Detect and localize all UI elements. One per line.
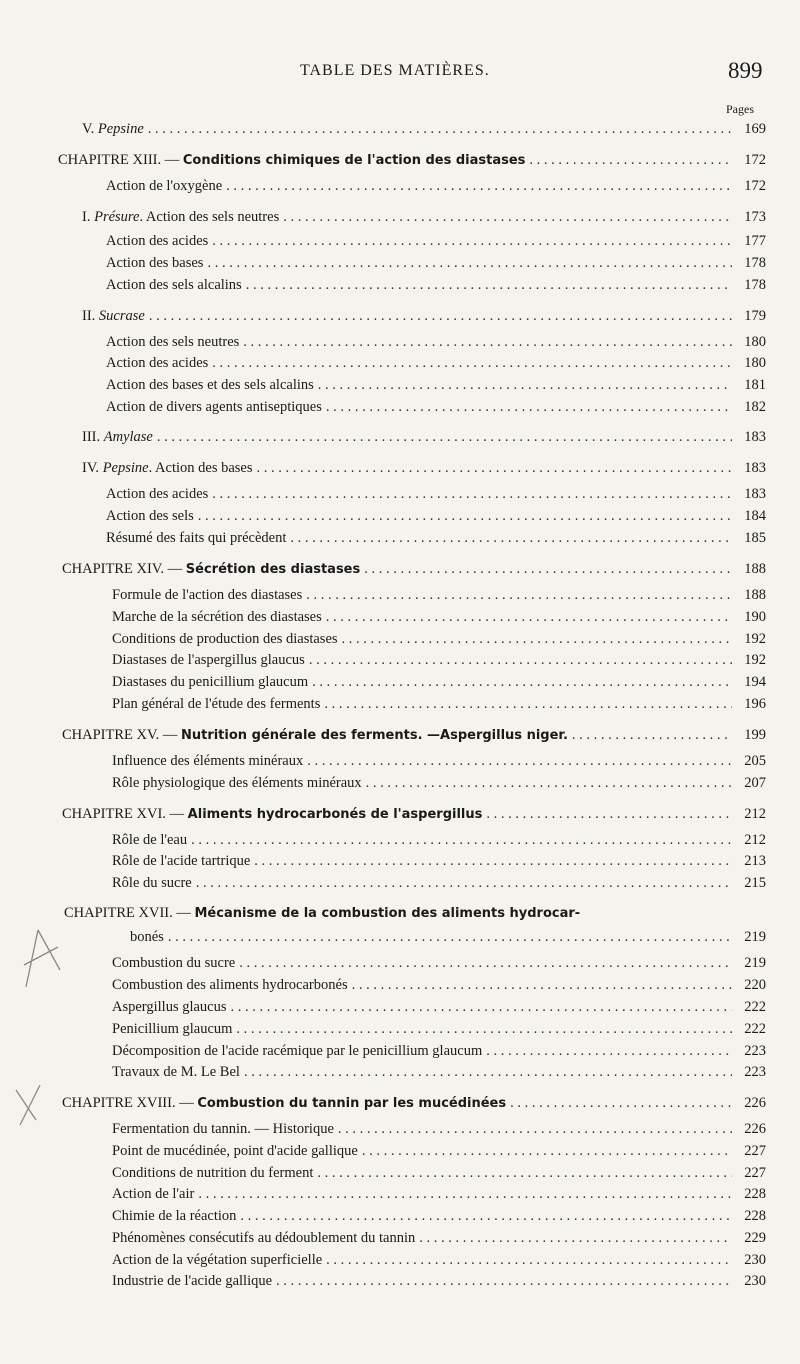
dot-leader (198, 1186, 732, 1203)
toc-entry-title: Aliments hydrocarbonés de l'aspergillus (187, 807, 483, 822)
toc-entry-page: 228 (744, 1186, 766, 1202)
toc-entry (106, 334, 766, 354)
toc-entry-label (112, 1021, 232, 1038)
toc-entry (106, 178, 766, 198)
dot-leader (572, 727, 732, 744)
toc-entry-label (112, 696, 320, 713)
dot-leader (283, 209, 732, 226)
dot-leader (149, 308, 732, 325)
toc-entry-label (112, 652, 305, 669)
toc-entry-label (62, 727, 568, 744)
dot-leader (306, 587, 732, 604)
toc-entry-label (112, 775, 362, 792)
toc-entry-title: Point de mucédinée, point d'acide gallique (112, 1143, 358, 1159)
toc-entry-label (112, 1208, 236, 1225)
toc-entry-label (62, 561, 360, 578)
toc-entry-page: 222 (744, 1021, 766, 1037)
toc-entry (62, 1095, 766, 1115)
toc-entry-page: 223 (744, 1064, 766, 1080)
toc-entry (106, 277, 766, 297)
dot-leader (290, 530, 732, 547)
toc-entry (106, 233, 766, 253)
dot-leader (307, 753, 732, 770)
toc-entry-page: 196 (744, 696, 766, 712)
toc-entry-title: Chimie de la réaction (112, 1208, 237, 1224)
dot-leader (240, 1208, 732, 1225)
dot-leader (246, 277, 732, 294)
toc-entry-label (112, 1230, 415, 1247)
toc-entry-title: Action de l'air (112, 1186, 195, 1202)
toc-entry-title: Action des sels neutres (106, 334, 240, 350)
toc-entry (82, 460, 766, 480)
toc-entry-title: Diastases de l'aspergillus glaucus (112, 652, 305, 668)
dot-leader (226, 178, 732, 195)
toc-entry-page: 173 (744, 209, 766, 225)
toc-entry-title: Action de la végétation superficielle (112, 1252, 323, 1268)
dot-leader (148, 121, 732, 138)
dot-leader (324, 696, 732, 713)
toc-entry-title: Pepsine (102, 460, 149, 476)
toc-entry-title: Nutrition générale des ferments. —Aspergillus niger. (180, 728, 568, 743)
toc-entry-page: 207 (744, 775, 766, 791)
toc-entry-label (112, 609, 322, 626)
toc-entry-page: 229 (744, 1230, 766, 1246)
toc-entry-title: Combustion du tannin par les mucédinées (197, 1096, 507, 1111)
toc-entry-title: Marche de la sécrétion des diastases (112, 609, 322, 625)
toc-entry-page: 226 (744, 1095, 766, 1111)
dot-leader (326, 399, 732, 416)
toc-entry-page: 172 (744, 178, 766, 194)
dot-leader (510, 1095, 732, 1112)
toc-entry (112, 652, 766, 672)
toc-entry (112, 631, 766, 651)
toc-entry (112, 674, 766, 694)
toc-entry-page: 219 (744, 929, 766, 945)
toc-entry (112, 1208, 766, 1228)
toc-entry-page: 192 (744, 631, 766, 647)
toc-entry-page: 230 (744, 1252, 766, 1268)
toc-entry-title: Action de divers agents antiseptiques (106, 399, 322, 415)
toc-entry-prefix: CHAPITRE XVI. — (62, 806, 188, 822)
toc-entry-page: 185 (744, 530, 766, 546)
toc-entry (106, 530, 766, 550)
toc-entry-label (106, 508, 194, 525)
dot-leader (342, 631, 732, 648)
dot-leader (366, 775, 732, 792)
toc-entry (62, 561, 766, 581)
toc-entry-page: 227 (744, 1165, 766, 1181)
toc-entry-label (112, 1043, 482, 1060)
toc-entry-label (82, 429, 153, 446)
toc-entry-page: 178 (744, 255, 766, 271)
toc-entry-title: Phénomènes consécutifs au dédoublement du tannin (112, 1230, 416, 1246)
toc-entry (112, 1064, 766, 1084)
dot-leader (318, 377, 732, 394)
dot-leader (198, 508, 732, 525)
page-number: 899 (728, 58, 763, 83)
toc-entry-page: 188 (744, 561, 766, 577)
toc-entry-title: Action des sels alcalins (106, 277, 242, 293)
toc-entry-prefix: CHAPITRE XIV. — (62, 561, 186, 577)
toc-entry-page: 172 (744, 152, 766, 168)
toc-entry-page: 226 (744, 1121, 766, 1137)
toc-entry (112, 832, 766, 852)
toc-entry (106, 377, 766, 397)
dot-leader (312, 674, 732, 691)
toc-entry-page: 177 (744, 233, 766, 249)
dot-leader (529, 152, 732, 169)
toc-entry-label (112, 875, 192, 892)
toc-entry (112, 1021, 766, 1041)
page-header (0, 58, 800, 88)
dot-leader (212, 355, 732, 372)
dot-leader (239, 955, 732, 972)
toc-entry-title: Conditions de nutrition du ferment (112, 1165, 314, 1181)
toc-entry-label (112, 853, 250, 870)
toc-entry-title: Décomposition de l'acide racémique par le penicillium glaucum (112, 1043, 483, 1059)
toc-entry (106, 486, 766, 506)
toc-entry-title: Action de l'oxygène (106, 178, 223, 194)
dot-leader (326, 1252, 732, 1269)
toc-entry (82, 308, 766, 328)
toc-entry-label (112, 1121, 334, 1138)
toc-entry-label (112, 631, 338, 648)
toc-entry (112, 875, 766, 895)
toc-entry-title: Penicillium glaucum (112, 1021, 233, 1037)
dot-leader (254, 853, 732, 870)
dot-leader (338, 1121, 732, 1138)
toc-entry-label (112, 955, 235, 972)
toc-entry-label (112, 832, 187, 849)
dot-leader (326, 609, 732, 626)
toc-entry-prefix: II. (82, 308, 99, 324)
toc-entry-prefix: CHAPITRE XVIII. — (62, 1095, 198, 1111)
toc-entry-title: Formule de l'action des diastases (112, 587, 303, 603)
toc-entry (82, 429, 766, 449)
toc-entry-page: 188 (744, 587, 766, 603)
toc-entry-title: Action des sels (106, 508, 194, 524)
dot-leader (168, 929, 732, 946)
chapter-xvii-title: Mécanisme de la combustion des aliments hydrocar- (194, 906, 581, 921)
toc-entry (82, 209, 766, 229)
dot-leader (257, 460, 733, 477)
dot-leader (244, 1064, 732, 1081)
toc-entry-prefix: CHAPITRE XIII. — (58, 152, 183, 168)
toc-entry-page: 178 (744, 277, 766, 293)
dot-leader (212, 486, 732, 503)
toc-entry-prefix: IV. (82, 460, 103, 476)
dot-leader (486, 1043, 732, 1060)
toc-entry-page: 223 (744, 1043, 766, 1059)
dot-leader (419, 1230, 732, 1247)
toc-entry-subtitle: . Action des sels neutres (139, 209, 280, 225)
dot-leader (157, 429, 732, 446)
toc-entry-page: 212 (744, 832, 766, 848)
toc-entry (112, 753, 766, 773)
toc-entry-title: Pepsine (97, 121, 144, 137)
dot-leader (276, 1273, 732, 1290)
toc-entry (130, 929, 766, 949)
toc-entry-label (106, 178, 222, 195)
toc-entry (112, 1230, 766, 1250)
toc-entry-title: Conditions chimiques de l'action des diastases (182, 153, 526, 168)
toc-entry-page: 205 (744, 753, 766, 769)
toc-entry (112, 977, 766, 997)
toc-entry (112, 999, 766, 1019)
toc-entry-label (106, 486, 208, 503)
toc-entry-page: 190 (744, 609, 766, 625)
toc-entry (106, 399, 766, 419)
dot-leader (231, 999, 732, 1016)
toc-entry-label (112, 753, 303, 770)
toc-entry-prefix: III. (82, 429, 104, 445)
dot-leader (236, 1021, 732, 1038)
chapter-xvii-prefix: CHAPITRE XVII. — (64, 905, 195, 921)
toc-entry-label (106, 399, 322, 416)
dot-leader (486, 806, 732, 823)
toc-entry-page: 212 (744, 806, 766, 822)
toc-entry (112, 587, 766, 607)
toc-entry (106, 355, 766, 375)
toc-entry-title: Action des acides (106, 355, 209, 371)
toc-entry-title: Amylase (103, 429, 153, 445)
dot-leader (352, 977, 732, 994)
toc-entry-title: Industrie de l'acide gallique (112, 1273, 273, 1289)
toc-entry-page: 183 (744, 460, 766, 476)
toc-entry-title: Sécrétion des diastases (185, 562, 361, 577)
toc-entry-title: Influence des éléments minéraux (112, 753, 304, 769)
toc-entry (112, 1273, 766, 1293)
toc-entry-title: Travaux de M. Le Bel (112, 1064, 240, 1080)
toc-entry-page: 213 (744, 853, 766, 869)
toc-entry-label (82, 308, 145, 325)
toc-entry-prefix: CHAPITRE XV. — (62, 727, 181, 743)
toc-entry (112, 1252, 766, 1272)
toc-entry-page: 179 (744, 308, 766, 324)
toc-entry-label (112, 1273, 272, 1290)
toc-entry (62, 727, 766, 747)
toc-entry (58, 152, 766, 172)
toc-entry-label (106, 377, 314, 394)
toc-entry-title: Action des acides (106, 233, 209, 249)
toc-entry-page: 220 (744, 977, 766, 993)
dot-leader (207, 255, 732, 272)
toc-entry-label (106, 233, 208, 250)
toc-entry-label (112, 1064, 240, 1081)
toc-entry (112, 853, 766, 873)
toc-entry (112, 775, 766, 795)
pages-column-label: Pages (726, 102, 754, 116)
dot-leader (317, 1165, 732, 1182)
toc-entry (112, 955, 766, 975)
toc-entry-page: 183 (744, 429, 766, 445)
toc-entry-label (106, 277, 242, 294)
pencil-mark-b (10, 1080, 50, 1130)
dot-leader (309, 652, 732, 669)
toc-entry-label (112, 674, 308, 691)
toc-entry (112, 1043, 766, 1063)
toc-entry-label (112, 1143, 358, 1160)
toc-entry-title: Combustion du sucre (112, 955, 236, 971)
toc-entry-page: 228 (744, 1208, 766, 1224)
toc-entry (112, 609, 766, 629)
toc-entry-page: 227 (744, 1143, 766, 1159)
toc-entry-label (82, 121, 144, 138)
toc-entry-title: Rôle de l'acide tartrique (112, 853, 251, 869)
toc-entry-title: Présure (94, 209, 140, 225)
toc-entry-title: Fermentation du tannin. — Historique (112, 1121, 334, 1137)
toc-entry-prefix: I. (82, 209, 95, 225)
running-title: TABLE DES MATIÈRES. (300, 62, 490, 79)
toc-entry-title: Aspergillus glaucus (112, 999, 227, 1015)
toc-entry-label (112, 1165, 313, 1182)
dot-leader (196, 875, 732, 892)
toc-entry-title: Action des bases (106, 255, 204, 271)
toc-entry (112, 1121, 766, 1141)
dot-leader (362, 1143, 732, 1160)
toc-entry-label (112, 1186, 194, 1203)
toc-entry-title: Rôle du sucre (112, 875, 192, 891)
dot-leader (243, 334, 732, 351)
toc-entry (106, 508, 766, 528)
toc-entry-label (112, 999, 227, 1016)
toc-entry-label (62, 806, 482, 823)
toc-entry-page: 169 (744, 121, 766, 137)
toc-entry-page: 180 (744, 334, 766, 350)
toc-entry-page: 184 (744, 508, 766, 524)
toc-entry-label (112, 587, 302, 604)
toc-entry-label (112, 1252, 322, 1269)
toc-entry-title: Résumé des faits qui précèdent (106, 530, 287, 546)
dot-leader (212, 233, 732, 250)
toc-entry-label (106, 530, 286, 547)
toc-entry-page: 183 (744, 486, 766, 502)
toc-entry (62, 806, 766, 826)
toc-entry-label (58, 152, 525, 169)
toc-entry-page: 181 (744, 377, 766, 393)
toc-entry-title: Action des acides (106, 486, 209, 502)
toc-entry-title: Diastases du penicillium glaucum (112, 674, 309, 690)
toc-entry-prefix: V. (82, 121, 98, 137)
toc-entry-page: 194 (744, 674, 766, 690)
chapter-xvii-first-line (64, 905, 580, 922)
toc-entry-page: 215 (744, 875, 766, 891)
toc-entry-title: Action des bases et des sels alcalins (106, 377, 314, 393)
toc-entry-label (106, 255, 203, 272)
toc-entry (112, 696, 766, 716)
toc-entry (112, 1165, 766, 1185)
toc-entry-label (62, 1095, 506, 1112)
toc-entry-page: 180 (744, 355, 766, 371)
toc-entry (112, 1186, 766, 1206)
toc-entry-label (106, 334, 239, 351)
toc-entry-page: 230 (744, 1273, 766, 1289)
toc-entry-page: 199 (744, 727, 766, 743)
toc-entry-title: Rôle physiologique des éléments minéraux (112, 775, 362, 791)
toc-entry-label (82, 209, 279, 226)
dot-leader (364, 561, 732, 578)
pencil-mark-a (18, 925, 68, 995)
toc-entry-label (106, 355, 208, 372)
toc-entry-label (112, 977, 348, 994)
toc-entry-title: Conditions de production des diastases (112, 631, 338, 647)
toc-entry-title: Plan général de l'étude des ferments (112, 696, 321, 712)
toc-entry-label (82, 460, 253, 477)
toc-entry (82, 121, 766, 141)
toc-entry-title: Rôle de l'eau (112, 832, 188, 848)
toc-entry-page: 219 (744, 955, 766, 971)
dot-leader (191, 832, 732, 849)
toc-entry (112, 1143, 766, 1163)
toc-entry-title: Sucrase (98, 308, 145, 324)
toc-entry-title: bonés (130, 929, 164, 945)
toc-entry-page: 182 (744, 399, 766, 415)
toc-entry-page: 222 (744, 999, 766, 1015)
toc-entry (106, 255, 766, 275)
toc-entry-label (130, 929, 164, 946)
toc-entry-page: 192 (744, 652, 766, 668)
toc-entry-title: Combustion des aliments hydrocarbonés (112, 977, 348, 993)
toc-entry-subtitle: . Action des bases (148, 460, 253, 476)
